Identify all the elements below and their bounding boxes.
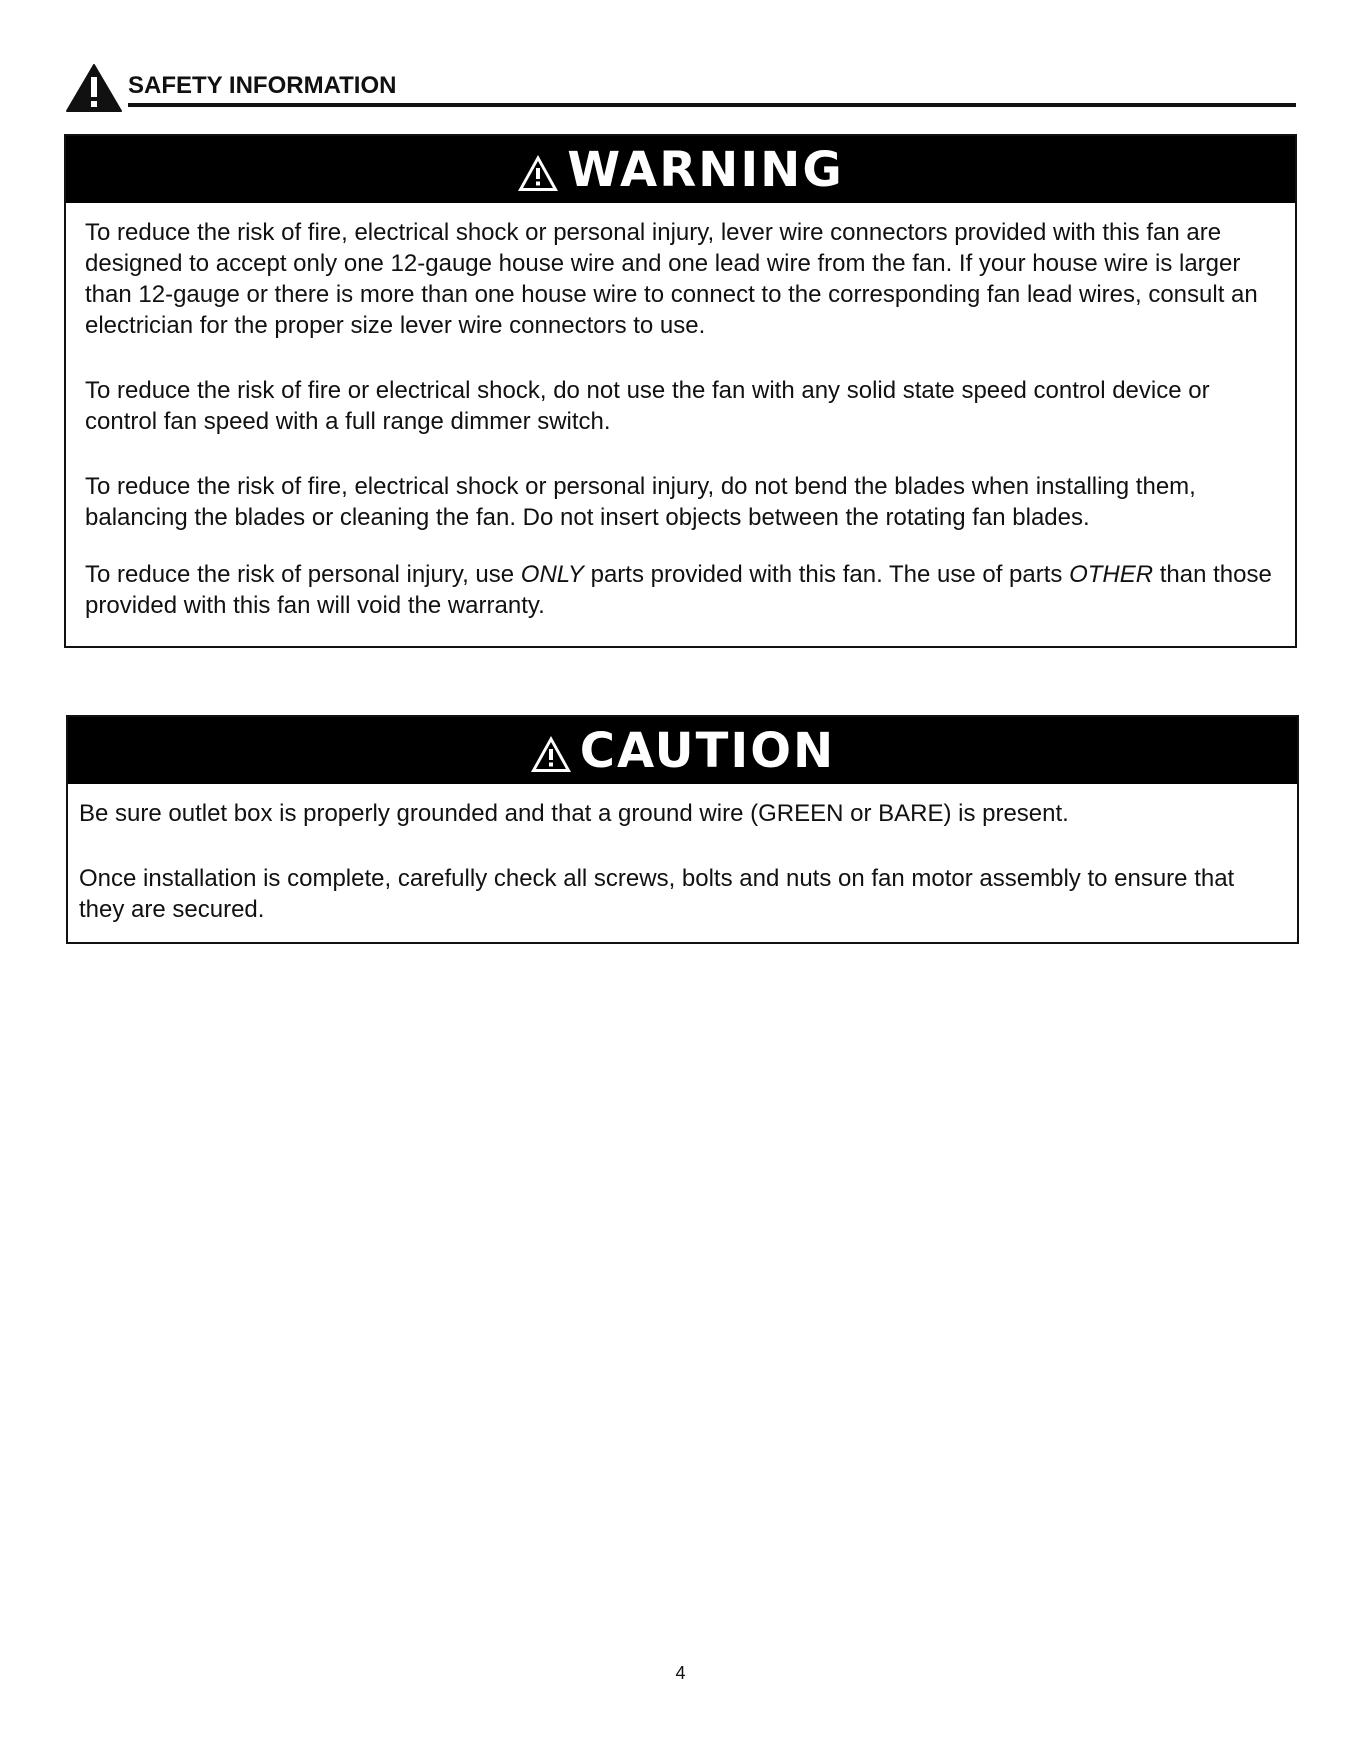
section-title: SAFETY INFORMATION: [128, 72, 397, 99]
warning-header: [66, 136, 1295, 203]
warning-body: [66, 203, 1295, 639]
warning-paragraph-2: To reduce the risk of fire or electrical shock, do not use the fan with any solid state speed control device or control fan speed with a full range dimmer switch.: [85, 377, 1210, 435]
page-number: 4: [675, 1663, 686, 1683]
warning-emphasis-other: OTHER: [1069, 561, 1154, 588]
warning-paragraph-3: To reduce the risk of fire, electrical shock or personal injury, do not bend the blades when installing them, balancing the blades or cleaning the fan. Do not insert objects between the rotating fan blades.: [85, 473, 1196, 531]
caution-box: [66, 715, 1299, 944]
warning-emphasis-only: ONLY: [520, 561, 584, 588]
warning-paragraph-1: To reduce the risk of fire, electrical shock or personal injury, lever wire connectors provided with this fan are designed to accept only one 12-gauge house wire and one lead wire from the fan. If your house wire is larger than 12-gauge or there is more than one house wire to connect to the corresponding fan lead wires, consult an electrician for the proper size lever wire connectors to use.: [85, 219, 1258, 339]
caution-paragraph-2: Once installation is complete, carefully check all screws, bolts and nuts on fan motor assembly to ensure that they are secured.: [79, 865, 1235, 923]
caution-paragraph-1: Be sure outlet box is properly grounded and that a ground wire (GREEN or BARE) is present.: [79, 800, 1069, 827]
caution-title: CAUTION: [579, 722, 836, 779]
hazard-exclamation-icon: [66, 64, 122, 112]
warning-paragraph-4-part-2: parts provided with this fan. The use of parts: [583, 561, 1070, 588]
section-rule: [128, 103, 1296, 107]
warning-paragraph-4-part-3: than those provided with this fan will void the warranty.: [85, 561, 1272, 619]
alert-triangle-icon: [517, 154, 559, 192]
warning-paragraph-4-part-1: To reduce the risk of personal injury, use: [85, 561, 521, 588]
warning-box: [64, 134, 1297, 648]
warning-title: WARNING: [567, 141, 844, 198]
caution-header: [68, 717, 1297, 784]
alert-triangle-icon: [530, 735, 572, 773]
warning-paragraph-4: [85, 559, 1277, 621]
caution-body: [68, 784, 1297, 943]
section-header: [66, 62, 1296, 108]
